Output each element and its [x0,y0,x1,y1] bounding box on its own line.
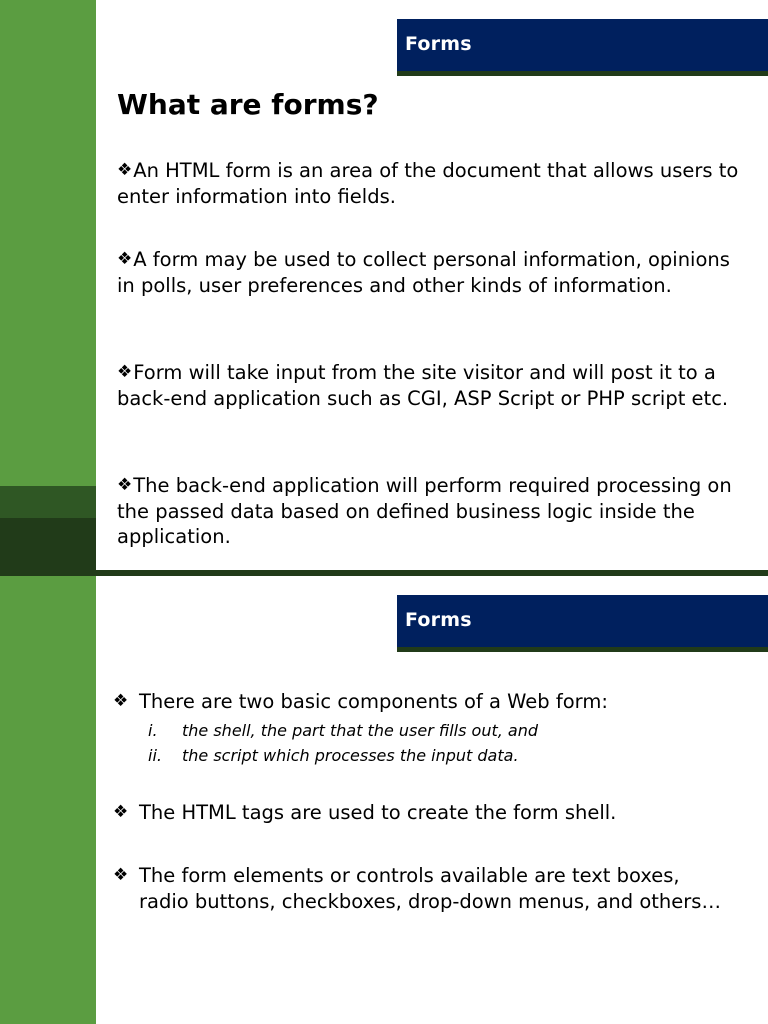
left-green-bar [0,576,96,1024]
list-number: ii. [148,746,162,765]
banner-title: Forms [405,609,472,631]
bullet-text: There are two basic components of a Web form: [139,690,608,713]
roman-sublist [148,718,538,768]
bullet-item [117,360,747,411]
list-item [148,718,538,743]
bullet-item [113,689,733,715]
diamond-bullet-icon: ❖ [117,249,133,269]
list-item-text: the script which processes the input data. [182,746,519,765]
slide-title-banner [397,19,768,76]
bullet-text: The form elements or controls available are text boxes, radio buttons, checkboxes, drop-down menus, and others… [139,864,721,913]
diamond-bullet-icon: ❖ [117,160,133,180]
bullet-item [113,800,733,826]
list-item [148,743,538,768]
bullet-item [113,863,733,914]
diamond-bullet-icon: ❖ [117,475,133,495]
slide-form-components [0,576,768,1024]
list-number: i. [148,721,158,740]
bullet-text: Form will take input from the site visitor and will post it to a back-end application such as CGI, ASP Script or PHP script etc. [117,361,729,410]
banner-title: Forms [405,33,472,55]
diamond-bullet-icon: ❖ [117,362,133,382]
diamond-bullet-icon: ❖ [113,802,129,822]
bullet-item [117,158,747,209]
diamond-bullet-icon: ❖ [113,865,129,885]
bullet-text: An HTML form is an area of the document that allows users to enter information into fields. [117,159,739,208]
bullet-item [117,247,747,298]
list-item-text: the shell, the part that the user fills out, and [182,721,538,740]
slide-title-banner [397,595,768,652]
left-dark-green-band [0,518,96,576]
bullet-text: The HTML tags are used to create the form shell. [139,801,617,824]
left-mid-green-band [0,486,96,518]
slide-heading: What are forms? [117,88,379,121]
diamond-bullet-icon: ❖ [113,691,129,711]
bullet-text: A form may be used to collect personal information, opinions in polls, user preferences and other kinds of information. [117,248,730,297]
bullet-text: The back-end application will perform required processing on the passed data based on defined business logic inside the application. [117,474,732,548]
bullet-item [117,473,747,550]
